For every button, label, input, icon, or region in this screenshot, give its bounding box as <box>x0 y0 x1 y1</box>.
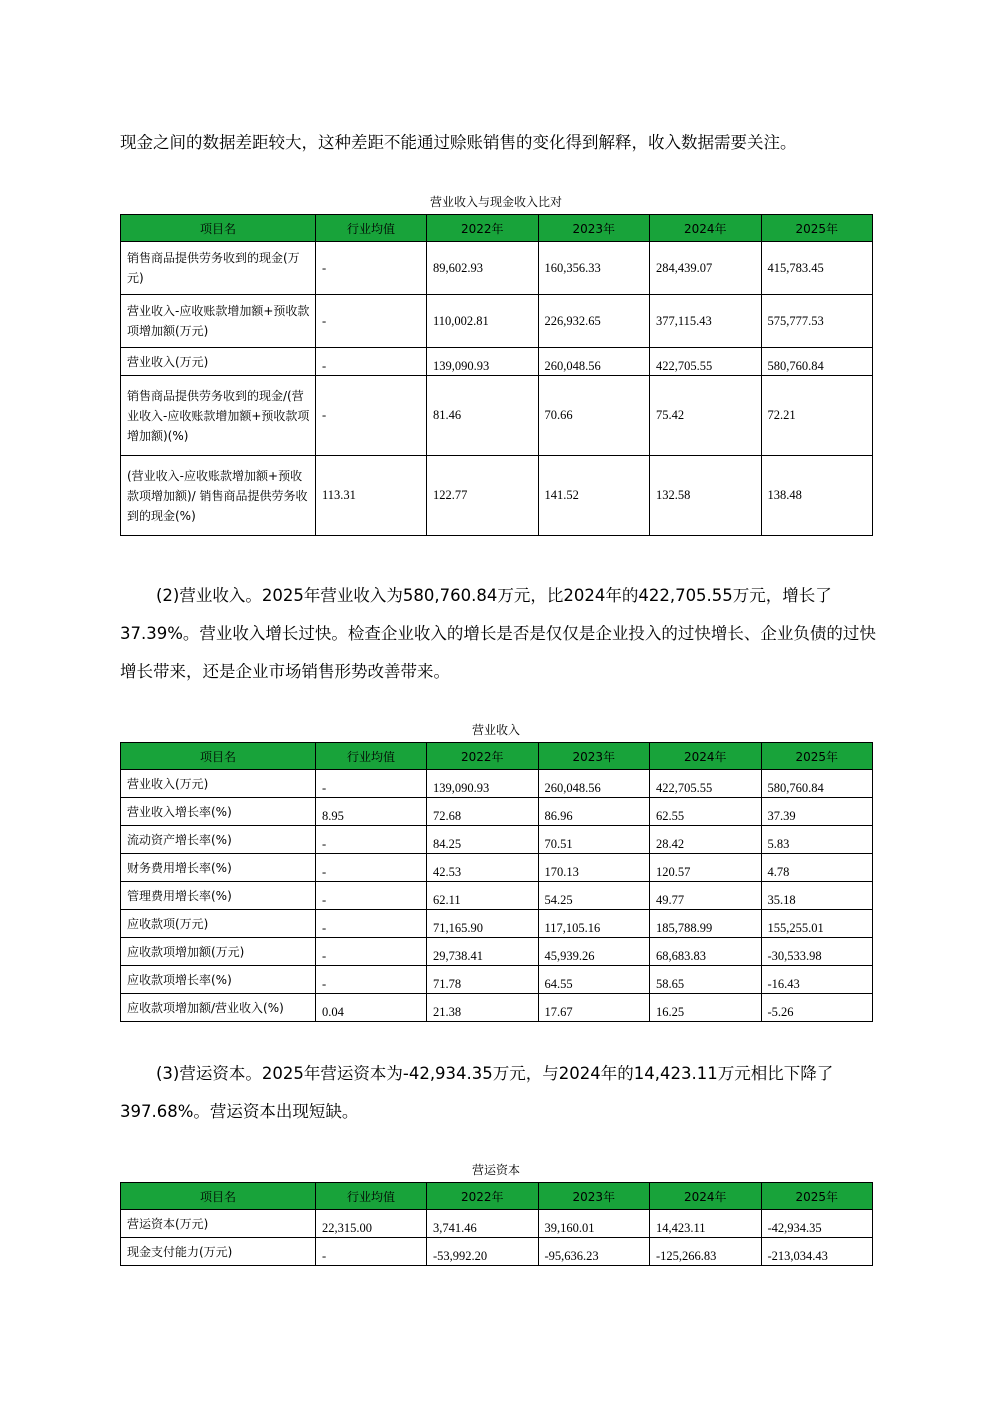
table-row <box>121 1238 873 1266</box>
cell-value: 185,788.99 <box>650 910 762 938</box>
cell-value: 86.96 <box>538 798 650 826</box>
table-row <box>121 826 873 854</box>
cell-value: 70.51 <box>538 826 650 854</box>
cell-value: 3,741.46 <box>427 1210 539 1238</box>
table3-header-row <box>121 1183 873 1210</box>
header-industry-avg: 行业均值 <box>316 743 427 770</box>
header-2025: 2025年 <box>761 1183 873 1210</box>
cell-value: 54.25 <box>538 882 650 910</box>
table1-header-row <box>121 215 873 242</box>
cell-value: 72.21 <box>761 376 873 456</box>
table-row <box>121 882 873 910</box>
cell-value: - <box>316 966 427 994</box>
working-capital-table <box>120 1182 873 1266</box>
table-row <box>121 798 873 826</box>
cell-value: 160,356.33 <box>538 242 650 295</box>
cell-value: 139,090.93 <box>427 348 539 376</box>
cell-value: 71.78 <box>427 966 539 994</box>
cell-value: -95,636.23 <box>538 1238 650 1266</box>
revenue-cash-comparison-table <box>120 214 873 536</box>
row-label: 应收款项增加额(万元) <box>121 938 316 966</box>
row-label: 营业收入(万元) <box>121 348 316 376</box>
cell-value: 4.78 <box>761 854 873 882</box>
cell-value: - <box>316 348 427 376</box>
header-2023: 2023年 <box>538 743 650 770</box>
cell-value: 575,777.53 <box>761 295 873 348</box>
row-label: 流动资产增长率(%) <box>121 826 316 854</box>
cell-value: 29,738.41 <box>427 938 539 966</box>
cell-value: 139,090.93 <box>427 770 539 798</box>
cell-value: -5.26 <box>761 994 873 1022</box>
table-row <box>121 910 873 938</box>
cell-value: 42.53 <box>427 854 539 882</box>
cell-value: 84.25 <box>427 826 539 854</box>
cell-value: -125,266.83 <box>650 1238 762 1266</box>
header-2025: 2025年 <box>761 743 873 770</box>
cell-value: - <box>316 882 427 910</box>
row-label: 应收款项增加额/营业收入(%) <box>121 994 316 1022</box>
cell-value: 170.13 <box>538 854 650 882</box>
cell-value: 22,315.00 <box>316 1210 427 1238</box>
cell-value: 81.46 <box>427 376 539 456</box>
header-2023: 2023年 <box>538 215 650 242</box>
cell-value: 39,160.01 <box>538 1210 650 1238</box>
table1-caption: 营业收入与现金收入比对 <box>429 195 562 209</box>
cell-value: -53,992.20 <box>427 1238 539 1266</box>
row-label: 销售商品提供劳务收到的现金(万元) <box>121 242 316 295</box>
table-row <box>121 1210 873 1238</box>
header-2024: 2024年 <box>650 215 762 242</box>
table-row <box>121 376 873 456</box>
header-2022: 2022年 <box>427 215 539 242</box>
cell-value: 580,760.84 <box>761 770 873 798</box>
table2-header-row <box>121 743 873 770</box>
cell-value: 71,165.90 <box>427 910 539 938</box>
table3-caption: 营运资本 <box>471 1163 520 1177</box>
row-label: 销售商品提供劳务收到的现金/(营业收入-应收账款增加额+预收款项增加额)(%) <box>121 376 316 456</box>
header-2023: 2023年 <box>538 1183 650 1210</box>
cell-value: - <box>316 826 427 854</box>
cell-value: -213,034.43 <box>761 1238 873 1266</box>
cell-value: -16.43 <box>761 966 873 994</box>
revenue-paragraph: (2)营业收入。2025年营业收入为580,760.84万元，比2024年的422,705.55万元，增长了37.39%。营业收入增长过快。检查企业收入的增长是否是仅仅是企业投入的过快增长、企业负债的过快增长带来，还是企业市场销售形势改善带来。 <box>120 586 876 681</box>
cell-value: 422,705.55 <box>650 348 762 376</box>
cell-value: 45,939.26 <box>538 938 650 966</box>
table2-caption: 营业收入 <box>471 723 520 737</box>
cell-value: - <box>316 770 427 798</box>
row-label: 营业收入增长率(%) <box>121 798 316 826</box>
row-label: 营业收入(万元) <box>121 770 316 798</box>
cell-value: 62.11 <box>427 882 539 910</box>
cell-value: - <box>316 938 427 966</box>
cell-value: 110,002.81 <box>427 295 539 348</box>
row-label: 应收款项增长率(%) <box>121 966 316 994</box>
cell-value: - <box>316 376 427 456</box>
table-row <box>121 456 873 536</box>
row-label: 应收款项(万元) <box>121 910 316 938</box>
row-label: 管理费用增长率(%) <box>121 882 316 910</box>
cell-value: 70.66 <box>538 376 650 456</box>
cell-value: 422,705.55 <box>650 770 762 798</box>
header-industry-avg: 行业均值 <box>316 1183 427 1210</box>
cell-value: 58.65 <box>650 966 762 994</box>
header-item-name: 项目名 <box>121 743 316 770</box>
cell-value: 16.25 <box>650 994 762 1022</box>
working-capital-paragraph: (3)营运资本。2025年营运资本为-42,934.35万元，与2024年的14,423.11万元相比下降了397.68%。营运资本出现短缺。 <box>120 1064 834 1121</box>
cell-value: 155,255.01 <box>761 910 873 938</box>
row-label: (营业收入-应收账款增加额+预收款项增加额)/ 销售商品提供劳务收到的现金(%) <box>121 456 316 536</box>
cell-value: 14,423.11 <box>650 1210 762 1238</box>
cell-value: 415,783.45 <box>761 242 873 295</box>
cell-value: 89,602.93 <box>427 242 539 295</box>
header-2025: 2025年 <box>761 215 873 242</box>
revenue-table <box>120 742 873 1022</box>
table-row <box>121 966 873 994</box>
cell-value: 8.95 <box>316 798 427 826</box>
table-row <box>121 295 873 348</box>
cell-value: - <box>316 242 427 295</box>
header-2024: 2024年 <box>650 743 762 770</box>
table-row <box>121 938 873 966</box>
cell-value: 284,439.07 <box>650 242 762 295</box>
cell-value: 260,048.56 <box>538 770 650 798</box>
cell-value: 68,683.83 <box>650 938 762 966</box>
table-row <box>121 854 873 882</box>
cell-value: 37.39 <box>761 798 873 826</box>
cell-value: 138.48 <box>761 456 873 536</box>
cell-value: 28.42 <box>650 826 762 854</box>
cell-value: 64.55 <box>538 966 650 994</box>
cell-value: 75.42 <box>650 376 762 456</box>
cell-value: 0.04 <box>316 994 427 1022</box>
cell-value: 113.31 <box>316 456 427 536</box>
cell-value: 72.68 <box>427 798 539 826</box>
table-row <box>121 770 873 798</box>
cell-value: 580,760.84 <box>761 348 873 376</box>
cell-value: - <box>316 1238 427 1266</box>
cell-value: - <box>316 910 427 938</box>
cell-value: -42,934.35 <box>761 1210 873 1238</box>
row-label: 现金支付能力(万元) <box>121 1238 316 1266</box>
cell-value: 120.57 <box>650 854 762 882</box>
table-row <box>121 242 873 295</box>
header-item-name: 项目名 <box>121 215 316 242</box>
header-2022: 2022年 <box>427 1183 539 1210</box>
cell-value: 17.67 <box>538 994 650 1022</box>
cell-value: 5.83 <box>761 826 873 854</box>
cell-value: 122.77 <box>427 456 539 536</box>
row-label: 财务费用增长率(%) <box>121 854 316 882</box>
header-industry-avg: 行业均值 <box>316 215 427 242</box>
cell-value: 49.77 <box>650 882 762 910</box>
header-item-name: 项目名 <box>121 1183 316 1210</box>
table-row <box>121 348 873 376</box>
cell-value: 35.18 <box>761 882 873 910</box>
intro-paragraph: 现金之间的数据差距较大，这种差距不能通过赊账销售的变化得到解释，收入数据需要关注。 <box>120 133 797 152</box>
header-2024: 2024年 <box>650 1183 762 1210</box>
header-2022: 2022年 <box>427 743 539 770</box>
cell-value: 141.52 <box>538 456 650 536</box>
cell-value: - <box>316 854 427 882</box>
cell-value: 226,932.65 <box>538 295 650 348</box>
cell-value: - <box>316 295 427 348</box>
cell-value: 117,105.16 <box>538 910 650 938</box>
cell-value: 377,115.43 <box>650 295 762 348</box>
cell-value: 260,048.56 <box>538 348 650 376</box>
cell-value: 132.58 <box>650 456 762 536</box>
cell-value: 62.55 <box>650 798 762 826</box>
row-label: 营运资本(万元) <box>121 1210 316 1238</box>
cell-value: 21.38 <box>427 994 539 1022</box>
table-row <box>121 994 873 1022</box>
row-label: 营业收入-应收账款增加额+预收款项增加额(万元) <box>121 295 316 348</box>
cell-value: -30,533.98 <box>761 938 873 966</box>
